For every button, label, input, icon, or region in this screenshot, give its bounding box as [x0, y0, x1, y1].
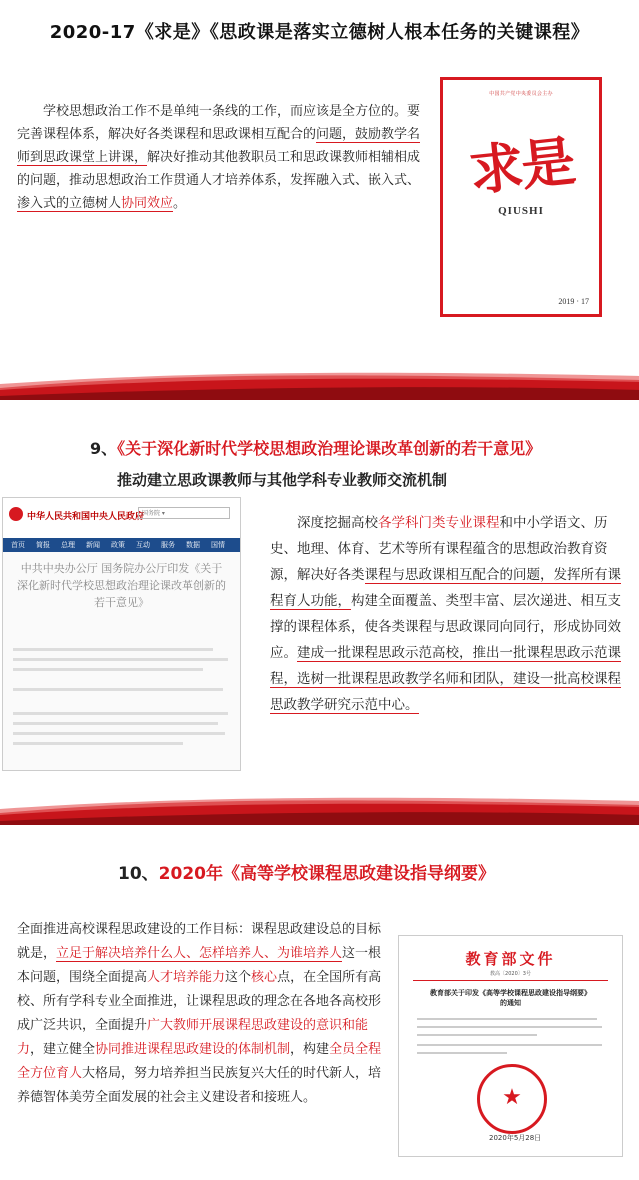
- text-line: [13, 732, 225, 735]
- section-8-title: 2020-17《求是》《思政课是落实立德树人根本任务的关键课程》: [49, 22, 590, 43]
- text-line: [13, 742, 183, 745]
- qiushi-magazine-cover: [440, 77, 602, 317]
- moe-doc-title: 教育部关于印发《高等学校课程思政建设指导纲要》的通知: [430, 989, 591, 1007]
- gov-search-box: 国务院 ▾: [138, 507, 230, 519]
- section-9-title-text: 《关于深化新时代学校思想政治理论课改革创新的若干意见》: [117, 439, 542, 458]
- gov-nav-item: 总理: [61, 541, 75, 549]
- paragraph-segment: 核心: [251, 970, 278, 985]
- paragraph-segment: 协同效应: [121, 196, 174, 211]
- magazine-name-en: QIUSHI: [498, 205, 544, 217]
- section-10-title: [118, 859, 495, 884]
- paragraph-segment: 学校思想政治工作不是单纯一条线的工作，而应该是全方位的。要完善课程体系，解决好各类课程和思政课相互配合的: [17, 104, 421, 142]
- paragraph-segment: 这一根本问题，围绕全面提高: [17, 946, 382, 985]
- paragraph-segment: 大格局，努力培养担当民族复兴大任的时代新人，培养德智体美劳全面发展的社会主义建设者和接班人。: [17, 1066, 382, 1105]
- section-10-paragraph: [17, 918, 387, 1110]
- paragraph-segment: 和中小学语文、历史、地理、体育、艺术等所有课程蕴含的思想政治教育资源，解决好各类: [270, 515, 608, 583]
- gov-nav-item: 国情: [211, 541, 225, 549]
- paragraph-segment: 渗入式的立德树人: [17, 196, 122, 211]
- text-line: [13, 668, 203, 671]
- paragraph-segment: 协同推进课程思政建设的体制机制: [95, 1042, 291, 1057]
- gov-nav-item: 简报: [36, 541, 50, 549]
- moe-doc-date: 2020年5月28日: [489, 1134, 542, 1142]
- paragraph-segment: 问题，鼓励教学名师到思政课堂上讲课，: [17, 127, 421, 165]
- paragraph-segment: 解决好推动其他教职员工和思政课教师相辅相成的问题，推动思想政治工作贯通人才培养体系，发挥融入式、嵌入式、: [17, 150, 421, 188]
- text-line: [13, 658, 228, 661]
- gov-nav-item: 首页: [11, 541, 25, 549]
- gov-website-screenshot: [2, 497, 241, 771]
- paragraph-segment: 全员全程全方位育人: [17, 1042, 382, 1081]
- paragraph-segment: 点，在全国所有高校、所有学科专业全面推进，让课程思政的理念在各地各高校形成广泛共识，全面提升: [17, 970, 382, 1033]
- paragraph-segment: 全面推进高校课程思政建设的工作目标：课程思政建设总的目标就是，: [17, 922, 382, 961]
- text-line: [13, 712, 228, 715]
- section-9-title: [90, 436, 541, 459]
- text-line: [417, 1026, 602, 1028]
- gov-nav-item: 服务: [161, 541, 175, 549]
- text-line: [13, 648, 213, 651]
- gov-nav-bar: [3, 538, 240, 552]
- text-line: [417, 1034, 537, 1036]
- gov-nav-item: 互动: [136, 541, 150, 549]
- text-line: [13, 722, 218, 725]
- section-10-number: 10、: [118, 864, 159, 884]
- paragraph-segment: 构建全面覆盖、类型丰富、层次递进、相互支撑的课程体系，使各类课程与思政课同向同行，形成协同效应。: [270, 593, 621, 661]
- official-seal-icon: [477, 1064, 547, 1134]
- section-8-paragraph: [17, 100, 427, 215]
- paragraph-segment: 立足于解决培养什么人、怎样培养人、为谁培养人: [56, 946, 343, 961]
- moe-doc-header: 教育部文件: [465, 950, 556, 968]
- moe-document-image: [398, 935, 623, 1157]
- gov-header: [3, 498, 240, 538]
- moe-doc-number: 教高〔2020〕3号: [490, 971, 531, 977]
- text-line: [417, 1018, 597, 1020]
- section-9-paragraph: [270, 510, 630, 718]
- gov-nav-item: 数据: [186, 541, 200, 549]
- red-rule: [413, 980, 608, 981]
- star-icon: ★: [502, 1085, 522, 1110]
- section-10-title-text: 2020年《高等学校课程思政建设指导纲要》: [158, 864, 495, 884]
- magazine-publisher: 中国共产党中央委员会主办: [489, 91, 553, 97]
- decorative-red-band: [0, 795, 639, 825]
- paragraph-segment: 建成一批课程思政示范高校，推出一批课程思政示范课程，选树一批课程思政教学名师和团队，建设一批高校课程思政教学研究示范中心。: [270, 645, 621, 713]
- text-line: [417, 1052, 507, 1054]
- paragraph-segment: 广大教师开展课程思政建设的意识和能力: [17, 1018, 369, 1057]
- paragraph-segment: 课程与思政课相互配合的问题，发挥所有课程育人功能，: [270, 567, 621, 609]
- section-9-number: 9、: [90, 439, 118, 458]
- paragraph-segment: 这个: [225, 970, 252, 985]
- paragraph-segment: 深度挖掘高校: [297, 515, 378, 531]
- paragraph-segment: 人才培养能力: [147, 970, 226, 985]
- text-line: [13, 688, 223, 691]
- gov-nav-item: 新闻: [86, 541, 100, 549]
- gov-article-title: 中共中央办公厅 国务院办公厅印发《关于深化新时代学校思想政治理论课改革创新的若干意见》: [17, 562, 226, 609]
- section-9-subtitle: 推动建立思政课教师与其他学科专业教师交流机制: [117, 471, 448, 489]
- gov-site-name: 中华人民共和国中央人民政府: [27, 512, 145, 522]
- paragraph-segment: 。: [173, 196, 187, 211]
- magazine-name: 求是: [466, 128, 577, 204]
- paragraph-segment: ，构建: [290, 1042, 330, 1057]
- paragraph-segment: ，建立健全: [30, 1042, 96, 1057]
- magazine-issue: 2019 · 17: [558, 297, 589, 306]
- national-emblem-icon: [9, 507, 23, 521]
- decorative-red-band: [0, 370, 639, 400]
- paragraph-segment: 各学科门类专业课程: [378, 515, 500, 531]
- gov-nav-item: 政策: [111, 541, 125, 549]
- text-line: [417, 1044, 602, 1046]
